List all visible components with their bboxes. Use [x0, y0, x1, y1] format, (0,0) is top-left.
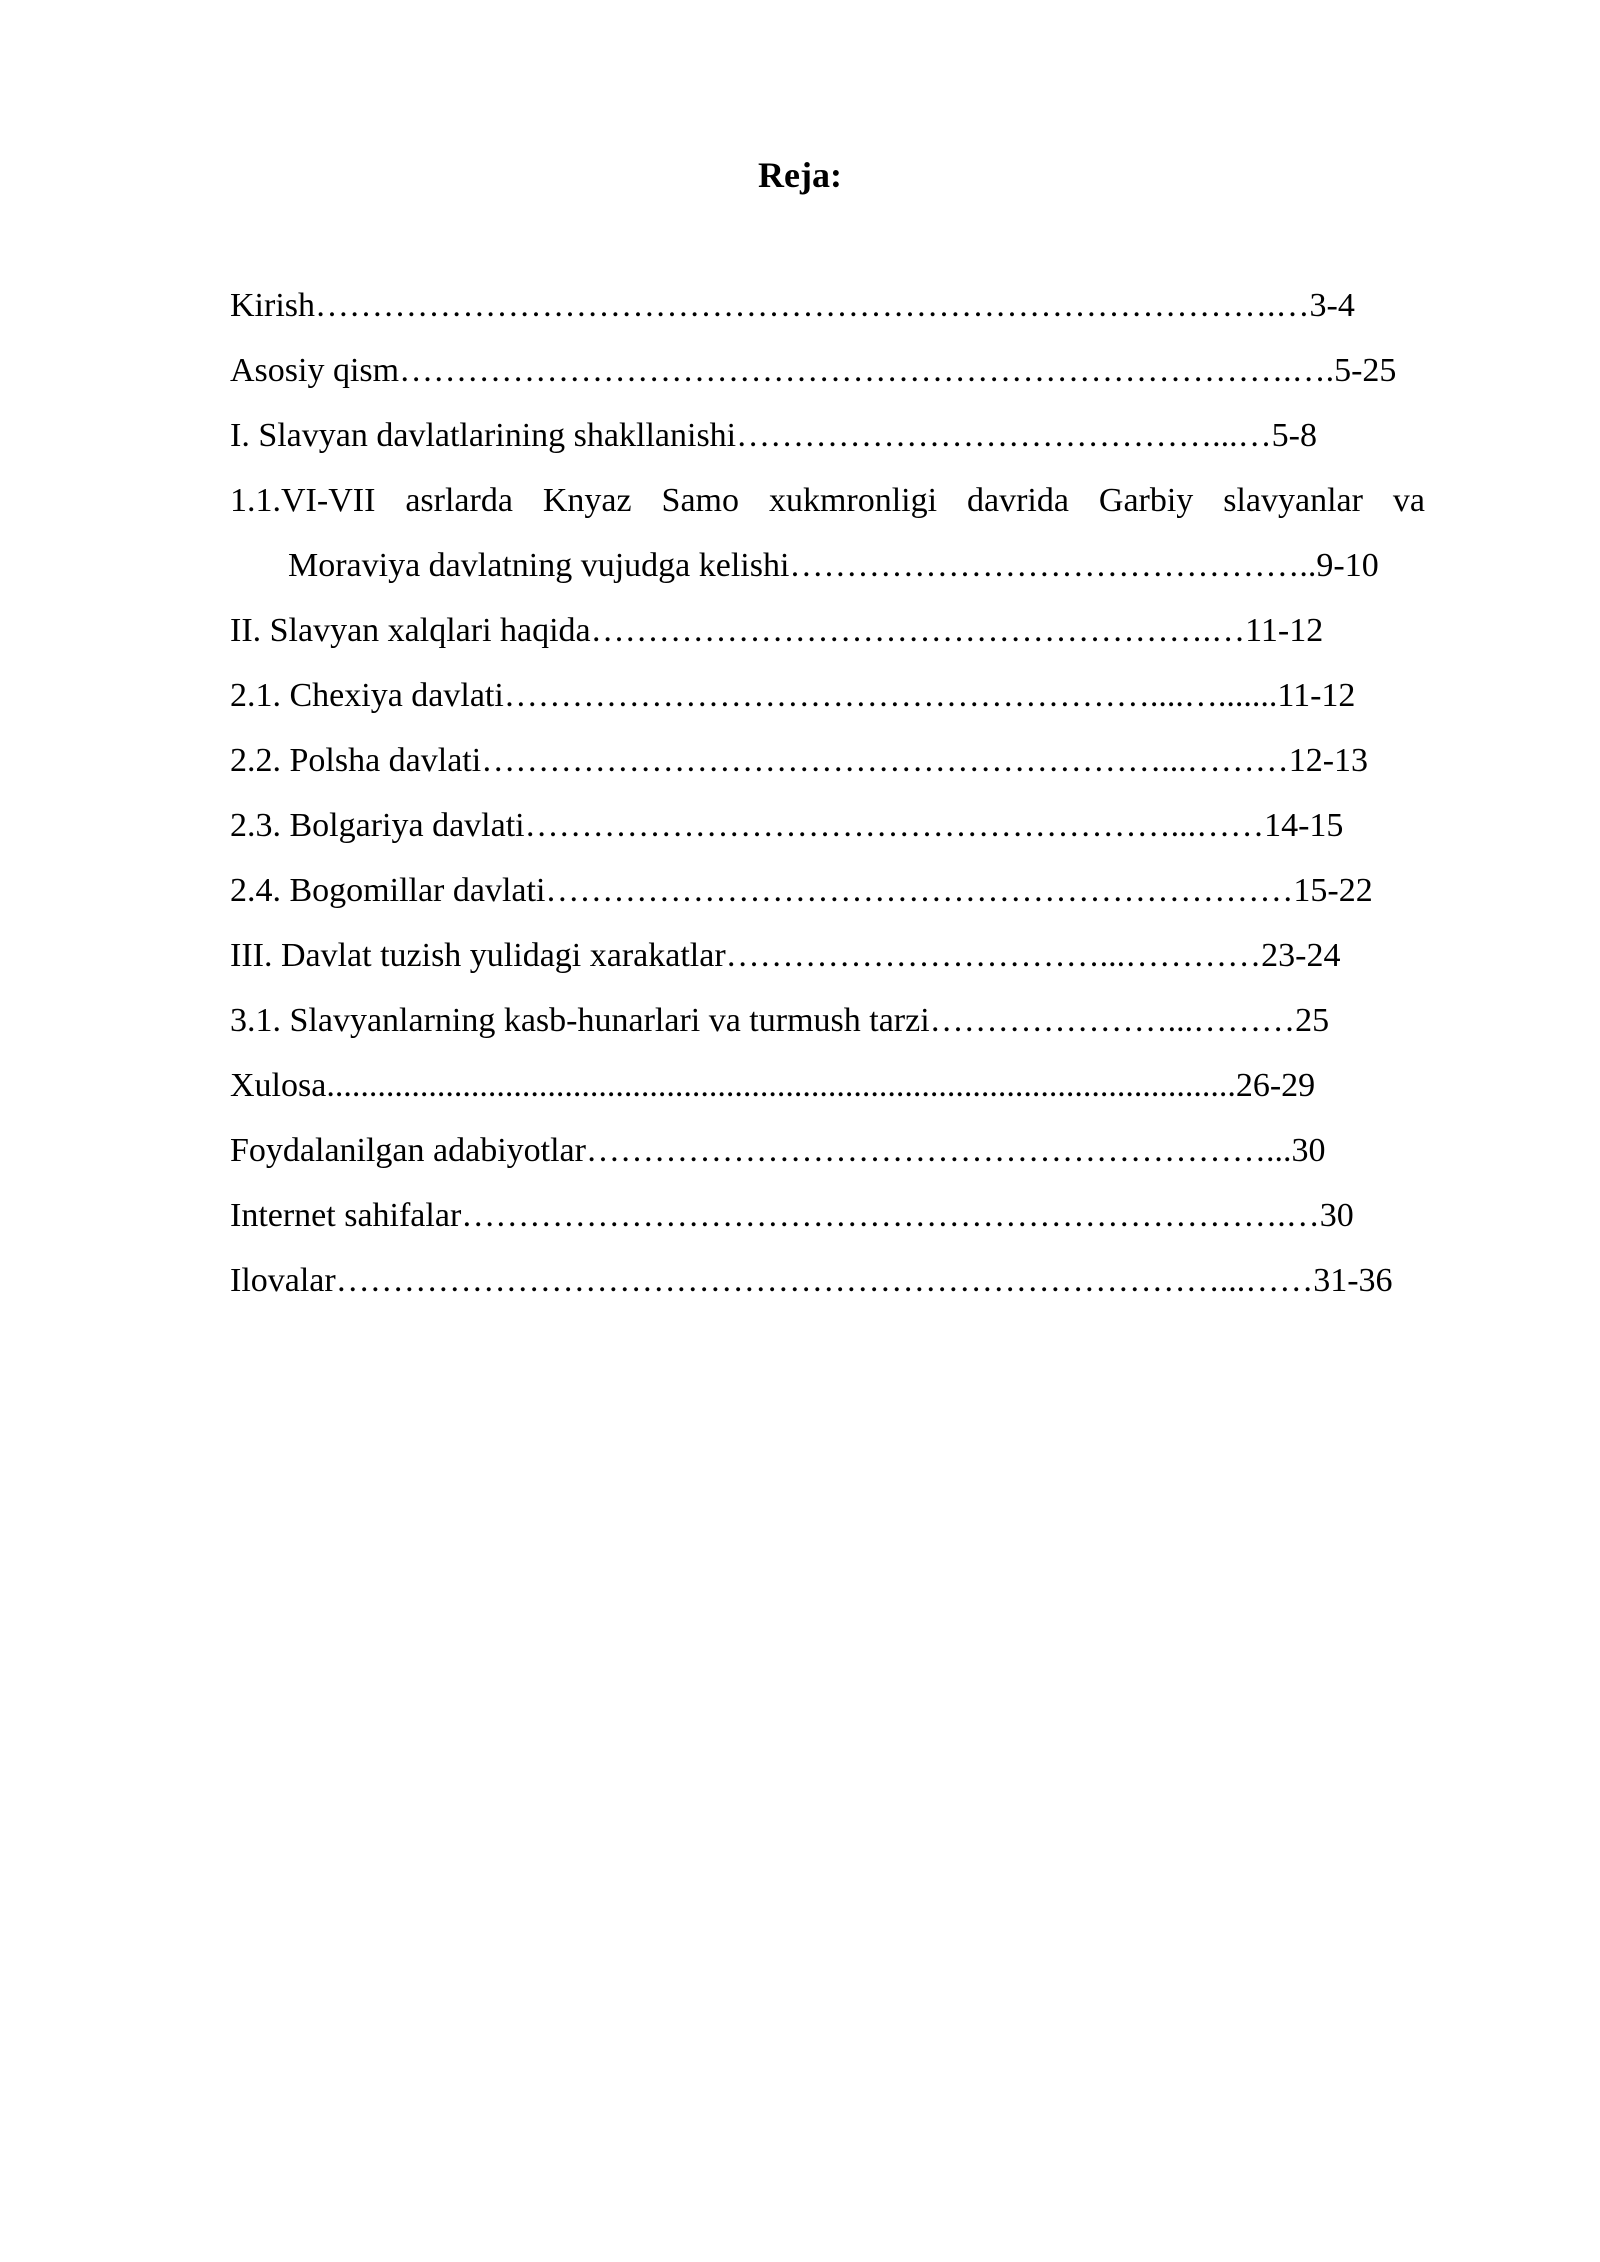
toc-entry-3-1: 3.1. Slavyanlarning kasb-hunarlari va turmush tarzi…………………...………25 [230, 1002, 1330, 1039]
toc-entry-2-3: 2.3. Bolgariya davlati…………………………………………………...……14-15 [230, 807, 1344, 844]
table-of-contents [230, 282, 1500, 1322]
toc-entry-kirish: Kirish………………………………………………………………………….…3-4 [230, 287, 1355, 324]
toc-entry-adabiyotlar: Foydalanilgan adabiyotlar……………………………………………………...30 [230, 1132, 1326, 1169]
toc-entry-xulosa: Xulosa...........................................................................................................26-29 [230, 1067, 1316, 1104]
toc-entry-asosiy-qism: Asosiy qism…………………………………………………………………….….5-25 [230, 352, 1397, 389]
toc-entry-1-1-line-2: Moraviya davlatning vujudga kelishi………………………………………..9-10 [288, 547, 1379, 584]
toc-entry-1-1-line-1: 1.1.VI-VII asrlarda Knyaz Samo xukmronligi davrida Garbiy slavyanlar va [230, 482, 1425, 519]
toc-entry-internet: Internet sahifalar……………………………………………………………….…30 [230, 1197, 1354, 1234]
toc-entry-2-4: 2.4. Bogomillar davlati…………………………………………………………15-22 [230, 872, 1373, 909]
toc-entry-2-1: 2.1. Chexiya davlati…………………………………………………....….......11-12 [230, 677, 1356, 714]
page-title: Reja: [758, 155, 842, 195]
toc-entry-section-3: III. Davlat tuzish yulidagi xarakatlar……………………………...…………23-24 [230, 937, 1341, 974]
toc-entry-2-2: 2.2. Polsha davlati……………………………………………………...………12-13 [230, 742, 1369, 779]
toc-entry-ilovalar: Ilovalar……………………………………………………………………...……31-36 [230, 1262, 1393, 1299]
toc-entry-section-2: II. Slavyan xalqlari haqida……………………………………………….…11-12 [230, 612, 1324, 649]
toc-entry-section-1: I. Slavyan davlatlarining shakllanishi……………………………………...…5-8 [230, 417, 1317, 454]
